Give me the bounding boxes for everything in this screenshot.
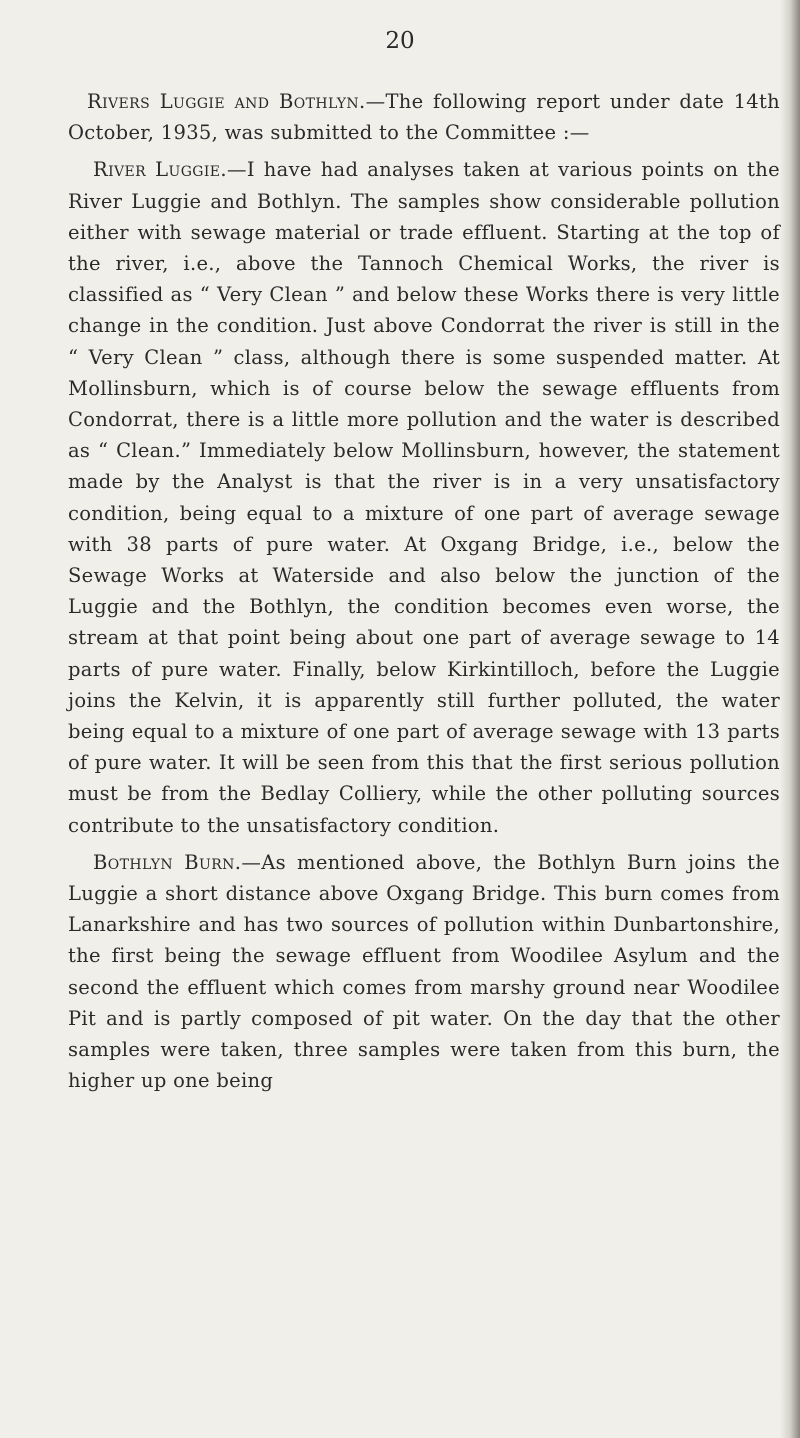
paragraph-heading: River Luggie. [93, 158, 228, 182]
paragraph-heading: Bothlyn Burn. [93, 850, 242, 874]
bothlyn-burn-paragraph [68, 847, 780, 1097]
paragraph-text: —As mentioned above, the Bothlyn Burn joins the Luggie a short distance above Oxgang Bridge. This burn comes from Lanarkshire and has two sources of pollution within Dunbartonshire, the first being the sewage effluent from Woodilee Asylum and the second the effluent which comes from marshy ground near Woodilee Pit and is partly composed of pit water. On the day that the other samples were taken, three samples were taken from this burn, the higher up one being [68, 850, 781, 1093]
paragraph-text: —I have had analyses taken at various points on the River Luggie and Bothlyn. The samples show considerable pollution either with sewage material or trade effluent. Starting at the top of the river, i.e., above the Tannoch Chemical Works, the river is classified as “ Very Clean ” and below these Works there is very little change in the condition. Just above Condorrat the river is still in the “ Very Clean ” class, although there is some suspended matter. At Mollinsburn, which is of course below the sewage effluents from Condorrat, there is a little more pollution and the water is described as “ Clean.” Immediately below Mollinsburn, however, the statement made by the Analyst is that the river is in a very unsatisfactory condition, being equal to a mixture of one part of average sewage with 38 parts of pure water. At Oxgang Bridge, i.e., below the Sewage Works at Waterside and also below the junction of the Luggie and the Bothlyn, the condition becomes even worse, the stream at that point being about one part of average sewage to 14 parts of pure water. Finally, below Kirkintilloch, before the Luggie joins the Kelvin, it is apparently still further polluted, the water being equal to a mixture of one part of average sewage with 13 parts of pure water. It will be seen from this that the first serious pollution must be from the Bedlay Colliery, while the other polluting sources contribute to the unsatisfactory condition. [68, 158, 780, 837]
page-edge-shadow [780, 0, 800, 1438]
paragraph-text: —The following report under date 14th October, 1935, was submitted to the Committee :— [68, 90, 780, 145]
river-luggie-paragraph [68, 154, 780, 840]
paragraph-heading: Rivers Luggie and Bothlyn. [87, 90, 366, 113]
report-body [68, 86, 780, 1103]
page-number: 20 [385, 28, 415, 54]
intro-paragraph [68, 86, 780, 148]
